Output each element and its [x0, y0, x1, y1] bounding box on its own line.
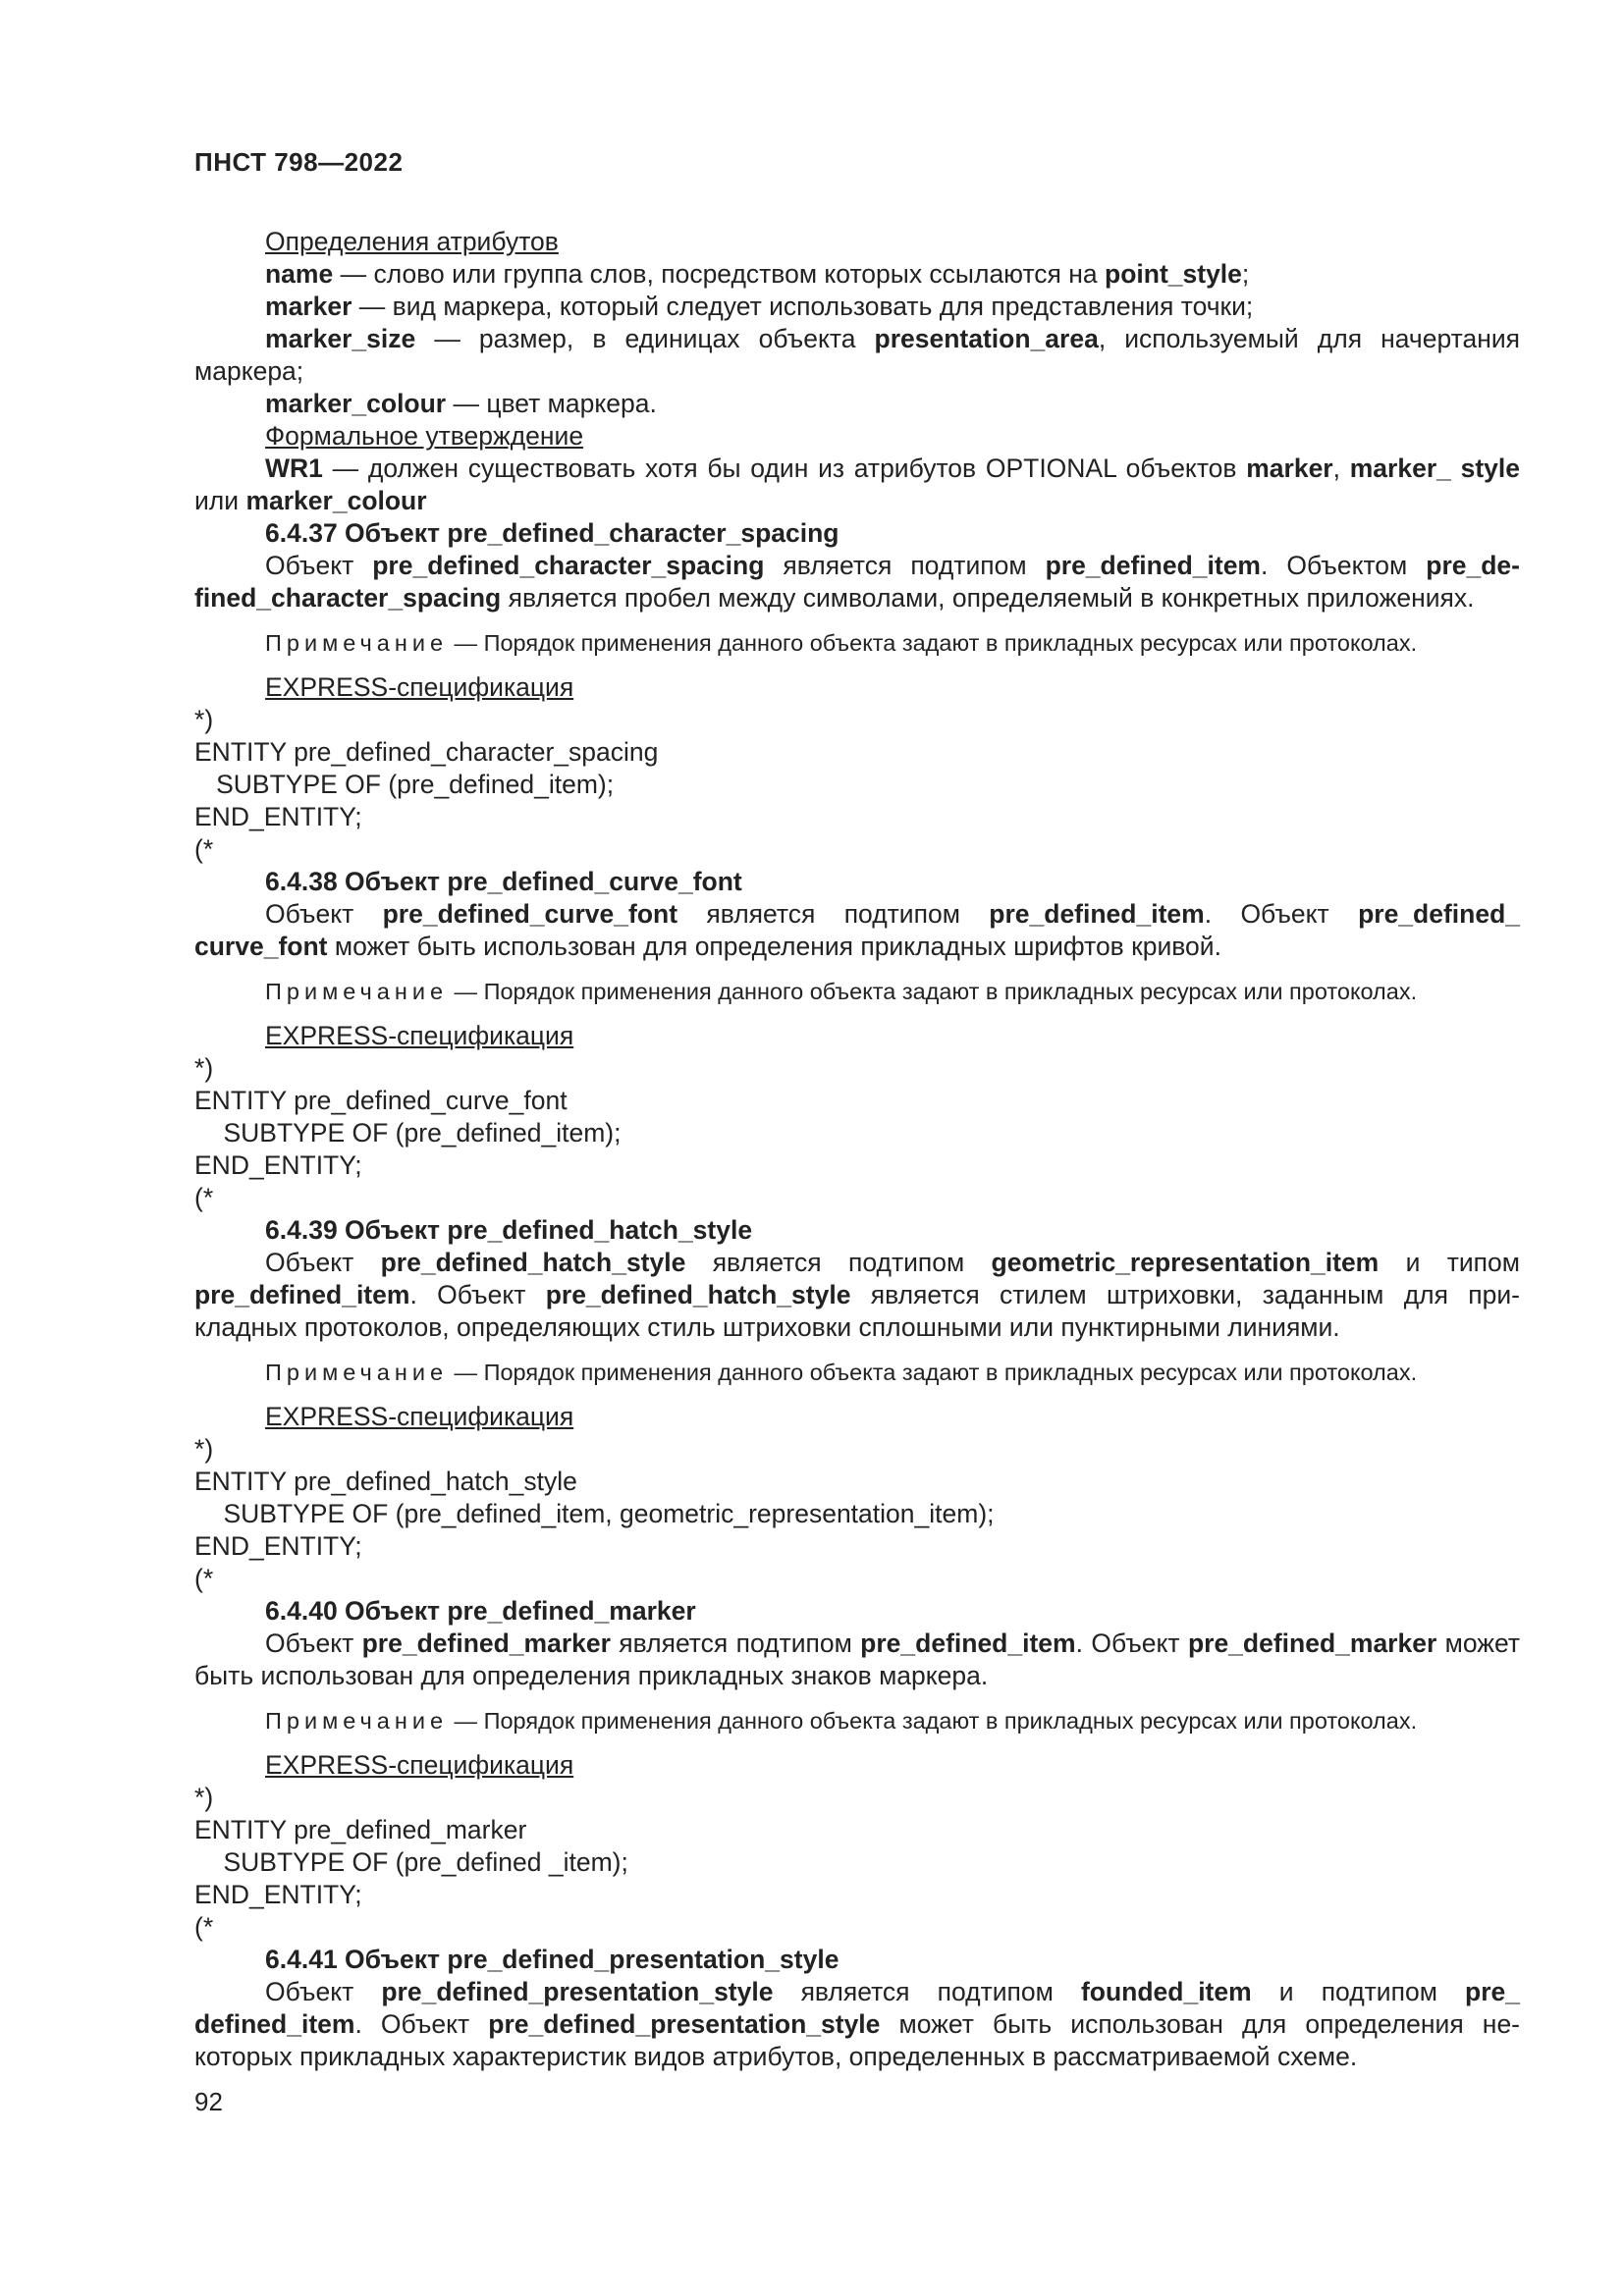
express-title: EXPRESS-спецификация — [265, 1750, 574, 1780]
code-open: *) — [194, 1434, 214, 1464]
document-header: ПНСТ 798—2022 — [194, 147, 404, 177]
code-end: END_ENTITY; — [194, 1531, 362, 1561]
code-open: *) — [194, 1053, 214, 1083]
section-text-6-4-40: Объект pre_defined_marker является подтипом pre_defined_item. Объект pre_defined_marker может быть использован для определения прикладных знаков маркера. — [194, 1629, 1521, 1690]
section-text-6-4-38: Объект pre_defined_curve_font является подтипом pre_defined_item. Объект pre_defined_ curve_font может быть использован для определения прикладных шрифтов кривой. — [194, 899, 1521, 961]
formal-title: Формальное утверждение — [265, 421, 584, 451]
attr-name: name — слово или группа слов, посредством которых ссылаются на point_style; — [265, 259, 1250, 289]
code-open: *) — [194, 705, 214, 734]
page-number: 92 — [194, 2087, 223, 2116]
code-line: ENTITY pre_defined_character_spacing — [194, 737, 659, 767]
code-end: END_ENTITY; — [194, 1880, 362, 1909]
express-title: EXPRESS-спецификация — [265, 1402, 574, 1431]
section-heading-6-4-38: 6.4.38 Объект pre_defined_curve_font — [265, 867, 742, 896]
code-open: *) — [194, 1783, 214, 1812]
code-end: END_ENTITY; — [194, 802, 362, 831]
note: Примечание — Порядок применения данного объекта задают в прикладных ресурсах или протоколах. — [265, 1708, 1418, 1734]
section-text-6-4-39: Объект pre_defined_hatch_style является подтипом geometric_representation_item и типом pre_defined_item. Объект pre_defined_hatch_style является стилем штриховки, заданным для при-кладных протоколов, определяющих стиль штриховки сплошными или пунктирными линиями. — [194, 1248, 1521, 1342]
attr-marker-size: marker_size — размер, в единицах объекта presentation_area, используемый для начертания маркера; — [194, 324, 1520, 386]
note: Примечание — Порядок применения данного объекта задают в прикладных ресурсах или протоколах. — [265, 630, 1418, 656]
code-close: (* — [194, 834, 214, 864]
code-line: ENTITY pre_defined_hatch_style — [194, 1467, 577, 1496]
express-title: EXPRESS-спецификация — [265, 1021, 574, 1050]
section-text-6-4-41: Объект pre_defined_presentation_style является подтипом founded_item и подтипом pre_ defined_item. Объект pre_defined_presentation_style может быть использован для определения не-которых прикладных характеристик видов атрибутов, определенных в рассматриваемой схеме. — [194, 1977, 1521, 2071]
section-text-6-4-37: Объект pre_defined_character_spacing является подтипом pre_defined_item. Объектом pre_de-fined_character_spacing является пробел между символами, определяемый в конкретных приложениях. — [194, 551, 1520, 613]
section-heading-6-4-40: 6.4.40 Объект pre_defined_marker — [265, 1596, 696, 1626]
code-line: SUBTYPE OF (pre_defined_item); — [194, 770, 615, 799]
code-close: (* — [194, 1183, 214, 1212]
attr-marker-colour: marker_colour — цвет маркера. — [265, 389, 657, 418]
page-content — [194, 226, 1520, 2073]
code-line: ENTITY pre_defined_marker — [194, 1815, 527, 1844]
code-end: END_ENTITY; — [194, 1150, 362, 1180]
code-line: SUBTYPE OF (pre_defined _item); — [194, 1847, 628, 1877]
note: Примечание — Порядок применения данного объекта задают в прикладных ресурсах или протоколах. — [265, 1360, 1418, 1385]
code-line: SUBTYPE OF (pre_defined_item, geometric_representation_item); — [194, 1499, 995, 1528]
code-close: (* — [194, 1564, 214, 1593]
section-heading-6-4-41: 6.4.41 Объект pre_defined_presentation_style — [265, 1945, 839, 1974]
code-close: (* — [194, 1912, 214, 1942]
attr-marker: marker — вид маркера, который следует использовать для представления точки; — [265, 292, 1254, 321]
code-line: ENTITY pre_defined_curve_font — [194, 1086, 568, 1115]
section-heading-6-4-37: 6.4.37 Объект pre_defined_character_spacing — [265, 518, 839, 548]
wr1-rule: WR1 — должен существовать хотя бы один из атрибутов OPTIONAL объектов marker, marker_ style или marker_colour — [194, 454, 1521, 515]
express-title: EXPRESS-спецификация — [265, 672, 574, 702]
section-heading-6-4-39: 6.4.39 Объект pre_defined_hatch_style — [265, 1215, 753, 1245]
code-line: SUBTYPE OF (pre_defined_item); — [194, 1118, 622, 1148]
definitions-title: Определения атрибутов — [265, 227, 559, 256]
note: Примечание — Порядок применения данного объекта задают в прикладных ресурсах или протоколах. — [265, 979, 1418, 1004]
